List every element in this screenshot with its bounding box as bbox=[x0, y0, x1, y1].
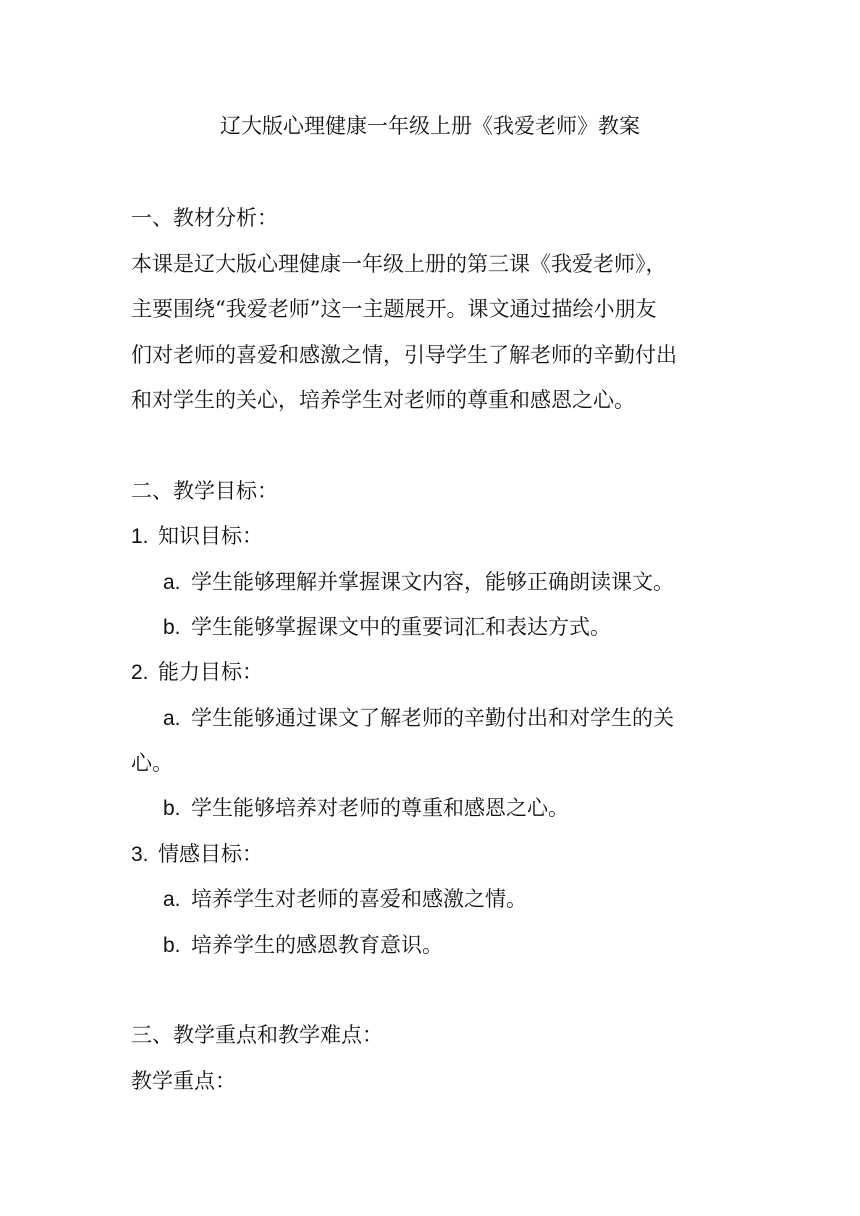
sub-item bbox=[163, 611, 611, 644]
sub-item-text: 培养学生对老师的喜爱和感激之情。 bbox=[191, 887, 527, 911]
sub-item bbox=[163, 929, 443, 962]
list-number: 3. bbox=[131, 843, 149, 866]
section-heading-key-points: 三、教学重点和教学难点： bbox=[131, 1023, 383, 1047]
list-letter: b. bbox=[163, 934, 181, 957]
document-title: 辽大版心理健康一年级上册《我爱老师》教案 bbox=[220, 114, 640, 138]
sub-item bbox=[163, 566, 674, 599]
goal-item-knowledge bbox=[131, 520, 263, 553]
list-letter: b. bbox=[163, 616, 181, 639]
sub-item bbox=[163, 883, 527, 916]
list-letter: a. bbox=[163, 571, 181, 594]
section-heading-teaching-goals: 二、教学目标： bbox=[131, 479, 278, 503]
paragraph-line: 和对学生的关心，培养学生对老师的尊重和感恩之心。 bbox=[131, 388, 635, 412]
paragraph-line: 本课是辽大版心理健康一年级上册的第三课《我爱老师》， bbox=[131, 252, 667, 276]
paragraph-line: 们对老师的喜爱和感激之情，引导学生了解老师的辛勤付出 bbox=[131, 343, 677, 367]
goal-item-ability bbox=[131, 656, 263, 689]
sub-item bbox=[163, 702, 674, 735]
list-letter: a. bbox=[163, 888, 181, 911]
sub-item bbox=[163, 792, 569, 825]
list-letter: b. bbox=[163, 797, 181, 820]
sub-item-text: 培养学生的感恩教育意识。 bbox=[191, 933, 443, 957]
sub-item-text: 学生能够理解并掌握课文内容，能够正确朗读课文。 bbox=[191, 570, 674, 594]
sub-item-text: 学生能够掌握课文中的重要词汇和表达方式。 bbox=[191, 615, 611, 639]
list-letter: a. bbox=[163, 707, 181, 730]
goal-title: 情感目标： bbox=[158, 842, 263, 866]
sub-item-text: 学生能够通过课文了解老师的辛勤付出和对学生的关 bbox=[191, 706, 674, 730]
sub-item-continuation: 心。 bbox=[131, 751, 173, 775]
list-number: 1. bbox=[131, 525, 149, 548]
subheading-teaching-focus: 教学重点： bbox=[131, 1069, 236, 1093]
goal-item-emotion bbox=[131, 838, 263, 871]
list-number: 2. bbox=[131, 661, 149, 684]
paragraph-line: 主要围绕“我爱老师”这一主题展开。课文通过描绘小朋友 bbox=[131, 297, 657, 321]
goal-title: 能力目标： bbox=[158, 660, 263, 684]
goal-title: 知识目标： bbox=[158, 524, 263, 548]
section-heading-textbook-analysis: 一、教材分析： bbox=[131, 206, 278, 230]
sub-item-text: 学生能够培养对老师的尊重和感恩之心。 bbox=[191, 796, 569, 820]
